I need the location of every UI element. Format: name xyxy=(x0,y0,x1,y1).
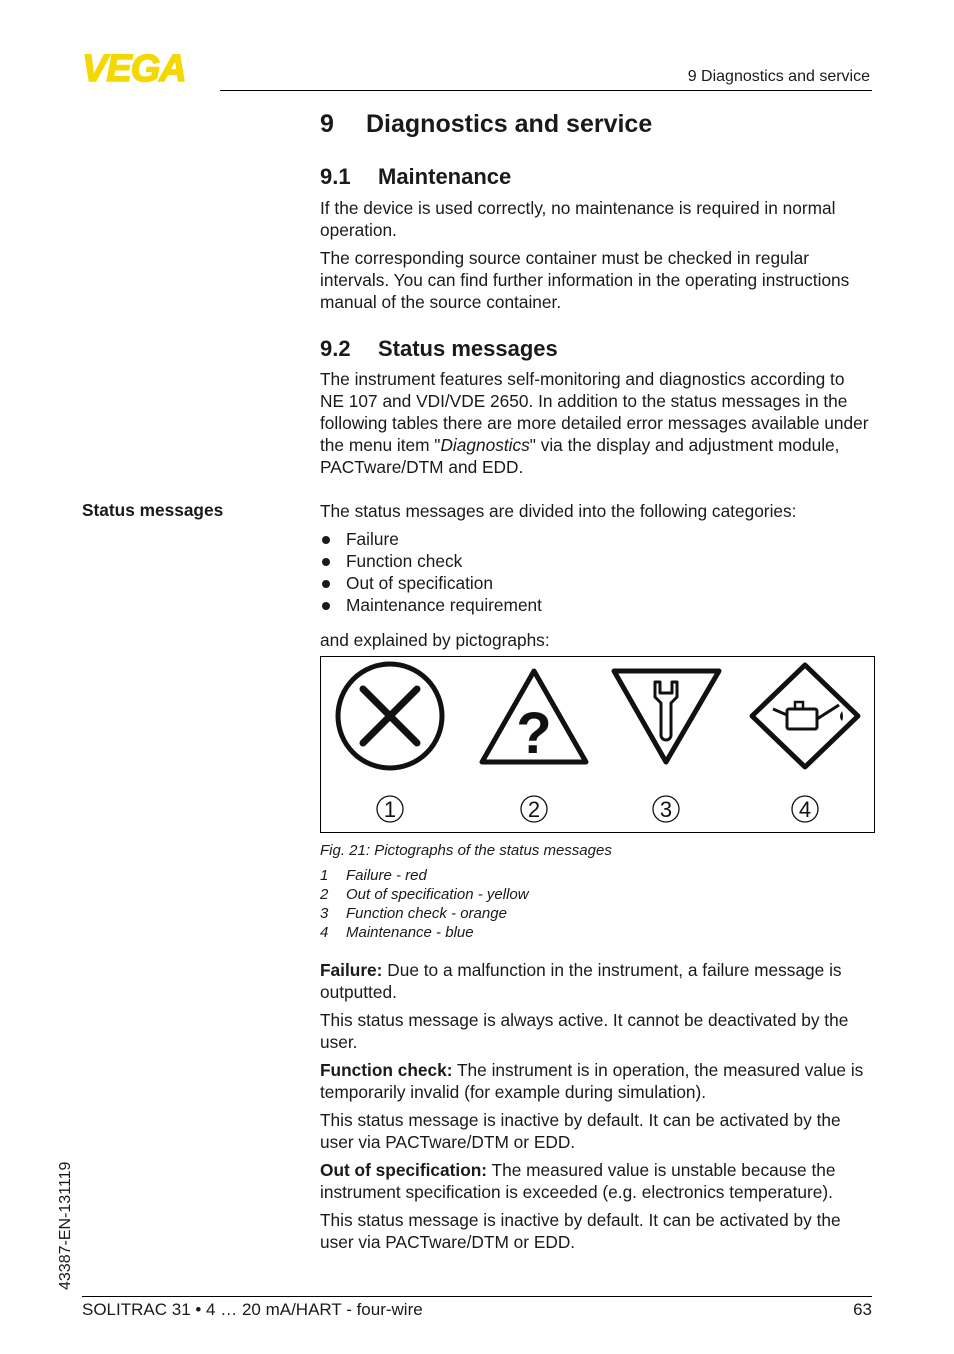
failure-pictograph-icon xyxy=(338,664,442,768)
status-intro-paragraph xyxy=(320,368,872,478)
legend-item xyxy=(320,923,529,942)
legend-number: 3 xyxy=(320,905,329,922)
categories-block xyxy=(320,500,872,616)
category-list xyxy=(320,528,872,616)
pictograph-number-3 xyxy=(653,796,679,822)
legend-text: Maintenance - blue xyxy=(346,924,474,941)
footer-product: SOLITRAC 31 • 4 … 20 mA/HART - four-wire xyxy=(82,1300,423,1319)
svg-text:?: ? xyxy=(516,701,552,766)
legend-item xyxy=(320,885,529,904)
footer-divider xyxy=(82,1296,872,1297)
maintenance-number: 9.1 xyxy=(320,164,351,189)
header-divider xyxy=(220,90,872,91)
category-label: Maintenance requirement xyxy=(346,595,542,615)
legend-text: Failure - red xyxy=(346,867,427,884)
failure-label: Failure: xyxy=(320,960,383,980)
pictograph-number-4 xyxy=(792,796,818,822)
page-number: 63 xyxy=(853,1300,872,1319)
category-label: Function check xyxy=(346,551,463,571)
maintenance-heading xyxy=(320,164,511,190)
failure-definition xyxy=(320,959,872,1003)
section-title: Diagnostics and service xyxy=(366,110,653,138)
function-check-pictograph-icon xyxy=(614,671,719,762)
failure-text: Due to a malfunction in the instrument, a failure message is outputted. xyxy=(320,960,842,1002)
status-intro-text-a: The instrument features self-monitoring and diagnostics according to NE 107 and VDI/VDE 2650. In addition to the status messages in the following tables there are more detailed error messages available under the menu item " xyxy=(320,369,869,455)
status-heading xyxy=(320,336,558,362)
pictograph-number-label: 1 xyxy=(383,797,397,822)
pictograph-number-label: 4 xyxy=(798,797,812,822)
legend-number: 2 xyxy=(320,886,329,903)
out-of-specification-note: This status message is inactive by default. It can be activated by the user via PACTware/DTM or EDD. xyxy=(320,1210,841,1252)
bullet-icon xyxy=(322,558,330,566)
function-check-note: This status message is inactive by default. It can be activated by the user via PACTware/DTM or EDD. xyxy=(320,1110,841,1152)
vega-logo-text: VEGA xyxy=(82,50,186,84)
category-item xyxy=(320,528,872,550)
status-title: Status messages xyxy=(378,336,558,361)
pictograph-number-label: 2 xyxy=(527,797,541,822)
legend-text: Out of specification - yellow xyxy=(346,886,529,903)
category-item xyxy=(320,594,872,616)
legend-number: 4 xyxy=(320,924,329,941)
side-label-status-messages: Status messages xyxy=(82,500,224,520)
function-check-definition xyxy=(320,1059,872,1103)
legend-item xyxy=(320,866,529,885)
category-label: Failure xyxy=(346,529,399,549)
maintenance-paragraph-1: If the device is used correctly, no maintenance is required in normal operation. xyxy=(320,198,836,240)
failure-note: This status message is always active. It cannot be deactivated by the user. xyxy=(320,1010,849,1052)
bullet-icon xyxy=(322,536,330,544)
diagnostics-menu-item: Diagnostics xyxy=(440,435,530,455)
figure-legend xyxy=(320,866,529,942)
function-check-label: Function check: xyxy=(320,1060,453,1080)
pictographs-intro: and explained by pictographs: xyxy=(320,630,550,650)
pictograph-figure xyxy=(320,656,875,833)
section-heading xyxy=(320,110,652,139)
out-of-specification-text: The measured value is unstable because the instrument specification is exceeded (e.g. electronics temperature). xyxy=(320,1160,836,1202)
running-header: 9 Diagnostics and service xyxy=(687,68,870,85)
vega-logo xyxy=(82,50,212,84)
function-check-text: The instrument is in operation, the measured value is temporarily invalid (for example during simulation). xyxy=(320,1060,864,1102)
maintenance-body xyxy=(320,197,872,319)
out-of-specification-pictograph-icon xyxy=(482,671,586,766)
out-of-specification-definition xyxy=(320,1159,872,1203)
status-intro-text-b: " via the display and adjustment module, PACTware/DTM and EDD. xyxy=(320,435,840,477)
legend-number: 1 xyxy=(320,867,329,884)
category-item xyxy=(320,550,872,572)
document-code-text: 43387-EN-131119 xyxy=(57,1161,74,1290)
pictograph-number-2 xyxy=(521,796,547,822)
maintenance-paragraph-2: The corresponding source container must be checked in regular intervals. You can find further information in the operating instructions manual of the source container. xyxy=(320,248,850,312)
legend-text: Function check - orange xyxy=(346,905,507,922)
section-number: 9 xyxy=(320,110,334,138)
pictographs-svg xyxy=(321,657,874,832)
category-label: Out of specification xyxy=(346,573,493,593)
legend-item xyxy=(320,904,529,923)
pictograph-number-1 xyxy=(377,796,403,822)
bullet-icon xyxy=(322,602,330,610)
category-item xyxy=(320,572,872,594)
status-definitions xyxy=(320,959,872,1259)
figure-caption: Fig. 21: Pictographs of the status messages xyxy=(320,842,612,859)
status-number: 9.2 xyxy=(320,336,351,361)
bullet-icon xyxy=(322,580,330,588)
maintenance-title: Maintenance xyxy=(378,164,512,189)
status-intro xyxy=(320,368,872,484)
pictograph-number-label: 3 xyxy=(659,797,673,822)
categories-intro: The status messages are divided into the following categories: xyxy=(320,501,797,521)
out-of-specification-label: Out of specification: xyxy=(320,1160,488,1180)
document-code xyxy=(44,1140,84,1300)
maintenance-pictograph-icon xyxy=(752,665,858,767)
